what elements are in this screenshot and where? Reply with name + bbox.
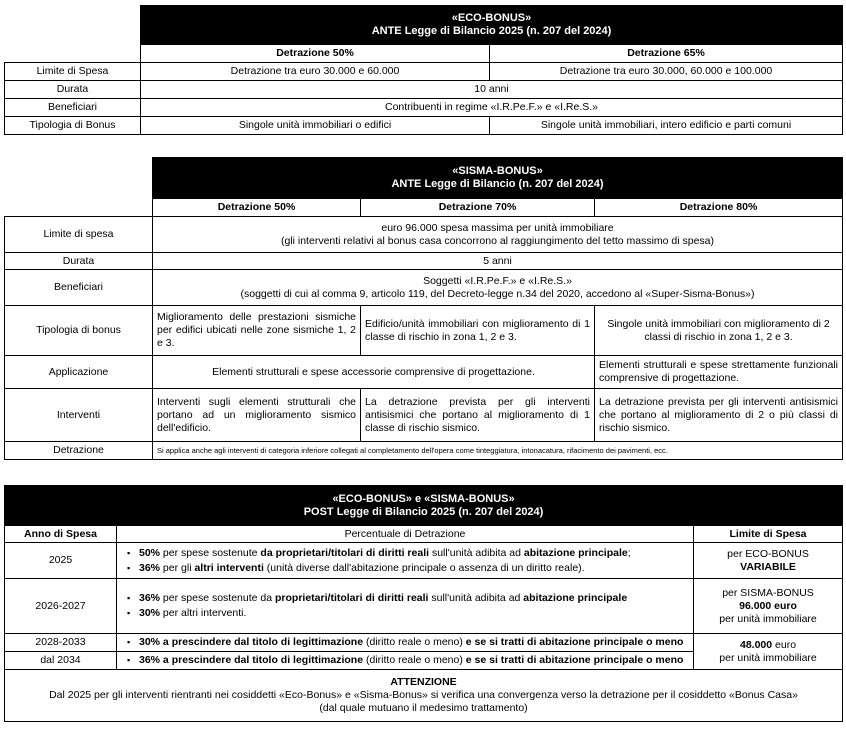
table-cell: Detrazione tra euro 30.000 e 60.000 xyxy=(141,63,490,81)
year-cell: 2026-2027 xyxy=(5,579,117,634)
table-cell xyxy=(153,270,843,306)
text-run: 30% a prescindere dal titolo di legittimazione xyxy=(139,636,364,648)
table-subtitle: ANTE Legge di Bilancio (n. 207 del 2024) xyxy=(391,178,604,190)
percentage-cell xyxy=(117,634,694,652)
cell-line: euro 96.000 spesa massima per unità immobiliare xyxy=(381,221,614,234)
row-label: Tipologia di Bonus xyxy=(5,117,141,135)
column-header: Detrazione 50% xyxy=(141,45,490,63)
limit-value: VARIABILE xyxy=(740,560,796,573)
column-header: Limite di Spesa xyxy=(694,526,843,543)
table-cell: 10 anni xyxy=(141,81,843,99)
list-item xyxy=(139,653,689,668)
row-label: Beneficiari xyxy=(5,270,153,306)
row-label: Limite di spesa xyxy=(5,217,153,253)
text-run: 36% a prescindere dal titolo di legittimazione xyxy=(139,654,364,666)
table-cell: Interventi sugli elementi strutturali che portano ad un miglioramento sismico dell'edificio. xyxy=(153,389,361,442)
row-label: Durata xyxy=(5,81,141,99)
table-cell: Si applica anche agli interventi di categoria inferiore collegati al completamento dell'opera come tinteggiatura, intonacatura, rifacimento dei pavimenti, ecc. xyxy=(153,442,843,460)
attention-line: Dal 2025 per gli interventi rientranti nei cosiddetti «Eco-Bonus» e «Sisma-Bonus» si verifica una convergenza verso la detrazione per il cosiddetto «Bonus Casa» xyxy=(49,689,798,701)
row-label: Interventi xyxy=(5,389,153,442)
percentage-cell xyxy=(117,652,694,670)
cell-line: Soggetti «I.R.Pe.F.» e «I.Re.S.» xyxy=(423,274,572,287)
text-run: sull'unità adibita ad xyxy=(429,546,524,559)
column-header: Detrazione 80% xyxy=(595,199,843,217)
attention-title: ATTENZIONE xyxy=(390,676,457,688)
limit-value: 48.000 xyxy=(739,638,773,651)
limit-label: per unità immobiliare xyxy=(719,612,817,625)
text-run: altri interventi xyxy=(194,561,264,574)
text-run: ; xyxy=(627,546,631,559)
text-run: 36% xyxy=(139,592,161,604)
text-run: per altri interventi. xyxy=(160,607,247,619)
percentage-cell xyxy=(117,543,694,579)
column-header: Detrazione 65% xyxy=(490,45,843,63)
list-item xyxy=(139,561,689,576)
table-subtitle: POST Legge di Bilancio 2025 (n. 207 del 2024) xyxy=(303,505,544,518)
text-run: e se si tratti di abitazione principale o meno xyxy=(465,654,684,666)
blank-cell xyxy=(5,45,141,63)
post-legge-bilancio-table xyxy=(4,485,843,722)
list-item xyxy=(139,606,689,621)
text-run: da proprietari/titolari di diritti reali xyxy=(260,546,430,559)
percentage-cell xyxy=(117,579,694,634)
text-run: (diritto reale o meno) xyxy=(363,654,466,666)
table-title: «SISMA-BONUS» xyxy=(452,165,543,177)
column-header: Detrazione 70% xyxy=(361,199,595,217)
sisma-bonus-ante-table xyxy=(4,157,843,460)
text-run: abitazione principale xyxy=(523,546,628,559)
row-label: Tipologia di bonus xyxy=(5,306,153,356)
text-run: sull'unità adibita ad xyxy=(428,592,524,604)
table-subtitle: ANTE Legge di Bilancio 2025 (n. 207 del 2024) xyxy=(371,25,612,37)
year-cell: 2028-2033 xyxy=(5,634,117,652)
row-label: Beneficiari xyxy=(5,99,141,117)
eco-bonus-ante-table xyxy=(4,5,843,135)
blank-corner xyxy=(5,6,141,45)
list-item xyxy=(139,635,689,650)
row-label: Detrazione xyxy=(5,442,153,460)
text-run: (unità diverse dall'abitazione principale o assenza di un diritto reale). xyxy=(263,561,585,574)
text-run: e se si tratti di abitazione principale o meno xyxy=(465,636,684,648)
table-cell: Elementi strutturali e spese accessorie comprensive di progettazione. xyxy=(153,356,595,389)
text-run: 50% xyxy=(139,546,161,559)
limit-unit: euro xyxy=(772,638,797,651)
text-run: per spese sostenute da xyxy=(160,592,276,604)
table-cell: Elementi strutturali e spese strettamente funzionali comprensive di progettazione. xyxy=(595,356,843,389)
text-run: (diritto reale o meno) xyxy=(363,636,466,648)
table-cell: Singole unità immobiliari, intero edificio e parti comuni xyxy=(490,117,843,135)
table-title: «ECO-BONUS» xyxy=(451,12,532,24)
eco-bonus-ante-header xyxy=(141,6,843,45)
text-run: proprietari/titolari di diritti reali xyxy=(275,592,429,604)
table-cell: Edificio/unità immobiliari con miglioramento di 1 classe di rischio in zona 1, 2 e 3. xyxy=(361,306,595,356)
table-cell: Miglioramento delle prestazioni sismiche per edifici ubicati nelle zone sismiche 1, 2 e 3. xyxy=(153,306,361,356)
table-cell: La detrazione prevista per gli interventi antisismici che portano al miglioramento di 2 o più classi di rischio sismico. xyxy=(595,389,843,442)
table-cell: Detrazione tra euro 30.000, 60.000 e 100.000 xyxy=(490,63,843,81)
limit-value-line xyxy=(698,639,838,652)
limit-label: per unità immobiliare xyxy=(719,651,817,664)
row-label: Durata xyxy=(5,253,153,270)
text-run: 30% xyxy=(139,607,161,619)
limit-cell xyxy=(694,543,843,579)
blank-corner xyxy=(5,158,153,199)
year-cell: dal 2034 xyxy=(5,652,117,670)
table-cell: 5 anni xyxy=(153,253,843,270)
table-cell: La detrazione prevista per gli interventi antisismici che portano al miglioramento di 1 classe di rischio sismico. xyxy=(361,389,595,442)
limit-label: per SISMA-BONUS xyxy=(722,586,814,599)
table-cell xyxy=(153,217,843,253)
text-run: abitazione principale xyxy=(523,592,628,604)
list-item xyxy=(139,591,689,606)
table-title: «ECO-BONUS» e «SISMA-BONUS» xyxy=(332,492,515,505)
table-cell: Singole unità immobiliari con miglioramento di 2 classi di rischio in zona 1, 2 e 3. xyxy=(595,306,843,356)
text-run: per spese sostenute xyxy=(160,546,261,559)
sisma-bonus-ante-header xyxy=(153,158,843,199)
attention-note xyxy=(5,670,843,722)
year-cell: 2025 xyxy=(5,543,117,579)
column-header: Anno di Spesa xyxy=(5,526,117,543)
attention-line: (dal quale mutuano il medesimo trattamento) xyxy=(319,702,528,714)
text-run: per gli xyxy=(160,561,195,574)
row-label: Applicazione xyxy=(5,356,153,389)
text-run: 36% xyxy=(139,561,161,574)
table-cell: Singole unità immobiliari o edifici xyxy=(141,117,490,135)
list-item xyxy=(139,546,689,561)
row-label: Limite di Spesa xyxy=(5,63,141,81)
blank-cell xyxy=(5,199,153,217)
limit-cell xyxy=(694,634,843,670)
column-header: Detrazione 50% xyxy=(153,199,361,217)
post-legge-header xyxy=(5,486,843,526)
limit-value: 96.000 euro xyxy=(739,599,797,612)
column-header: Percentuale di Detrazione xyxy=(117,526,694,543)
cell-line: (soggetti di cui al comma 9, articolo 119, del Decreto-legge n.34 del 2020, accedono al «Super-Sisma-Bonus») xyxy=(240,287,755,300)
limit-cell xyxy=(694,579,843,634)
cell-line: (gli interventi relativi al bonus casa concorrono al raggiungimento del tetto massimo di spesa) xyxy=(280,234,715,247)
limit-label: per ECO-BONUS xyxy=(727,547,809,560)
table-cell: Contribuenti in regime «I.R.Pe.F.» e «I.Re.S.» xyxy=(141,99,843,117)
